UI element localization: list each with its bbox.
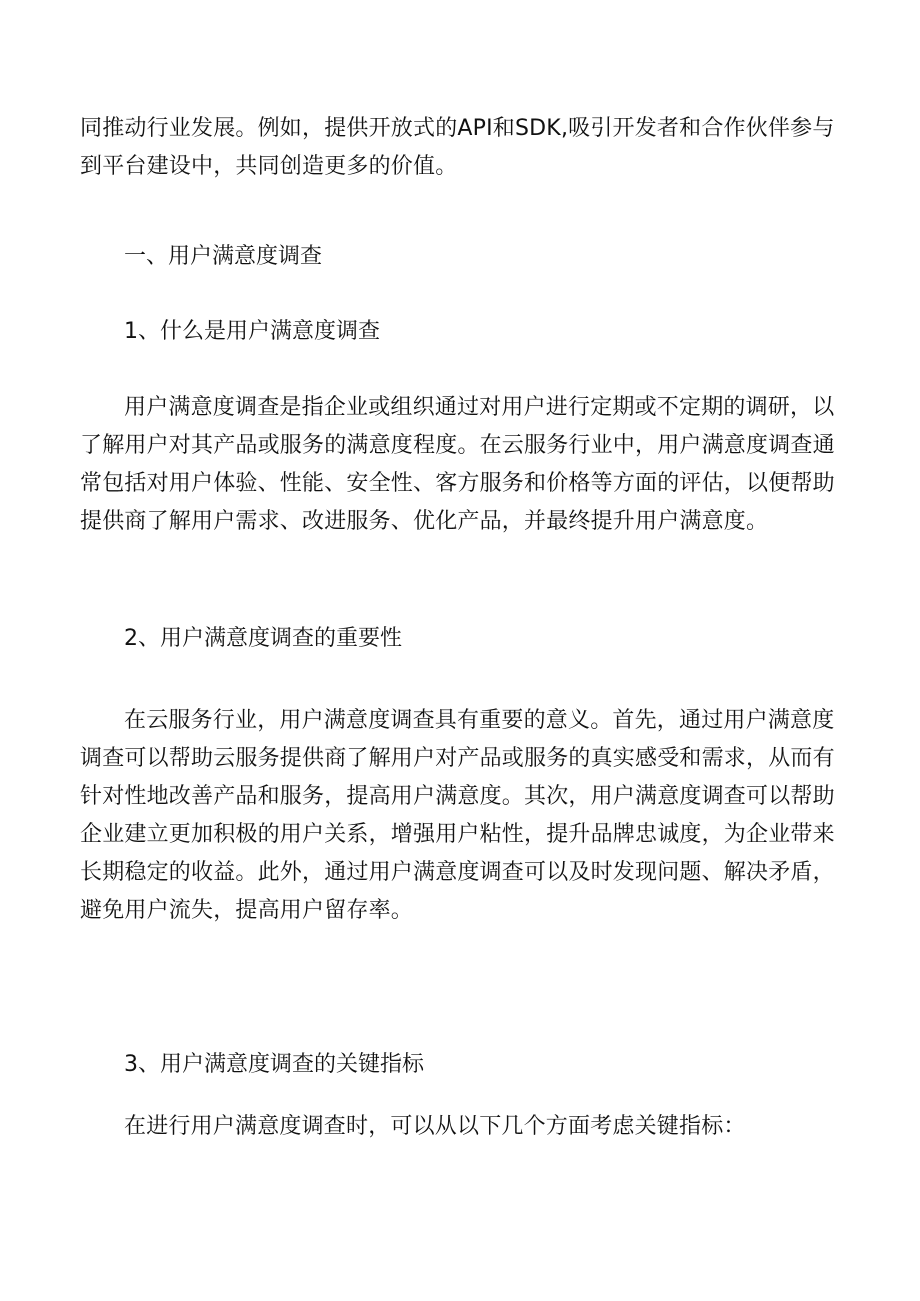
paragraph-1: 用户满意度调查是指企业或组织通过对用户进行定期或不定期的调研，以了解用户对其产品或服务的满意度程度。在云服务行业中，用户满意度调查通常包括对用户体验、性能、安全性、客方服务和价格等方面的评估，以便帮助提供商了解用户需求、改进服务、优化产品，并最终提升用户满意度。 xyxy=(80,395,835,534)
section-title: 一、用户满意度调查 xyxy=(124,244,323,269)
subsection-title-1: 1、什么是用户满意度调查 xyxy=(124,319,380,344)
subsection-title-3: 3、用户满意度调查的关键指标 xyxy=(124,1052,424,1077)
paragraph-2: 在云服务行业，用户满意度调查具有重要的意义。首先，通过用户满意度调查可以帮助云服务提供商了解用户对产品或服务的真实感受和需求，从而有针对性地改善产品和服务，提高用户满意度。其次，用户满意度调查可以帮助企业建立更加积极的用户关系，增强用户粘性，提升品牌忠诚度，为企业带来长期稳定的收益。此外，通过用户满意度调查可以及时发现问题、解决矛盾，避免用户流失，提高用户留存率。 xyxy=(80,708,835,923)
subsection-title-2: 2、用户满意度调查的重要性 xyxy=(124,626,402,651)
intro-paragraph: 同推动行业发展。例如，提供开放式的API和SDK,吸引开发者和合作伙伴参与到平台建设中，共同创造更多的价值。 xyxy=(80,116,835,179)
paragraph-3: 在进行用户满意度调查时，可以从以下几个方面考虑关键指标： xyxy=(124,1114,746,1139)
